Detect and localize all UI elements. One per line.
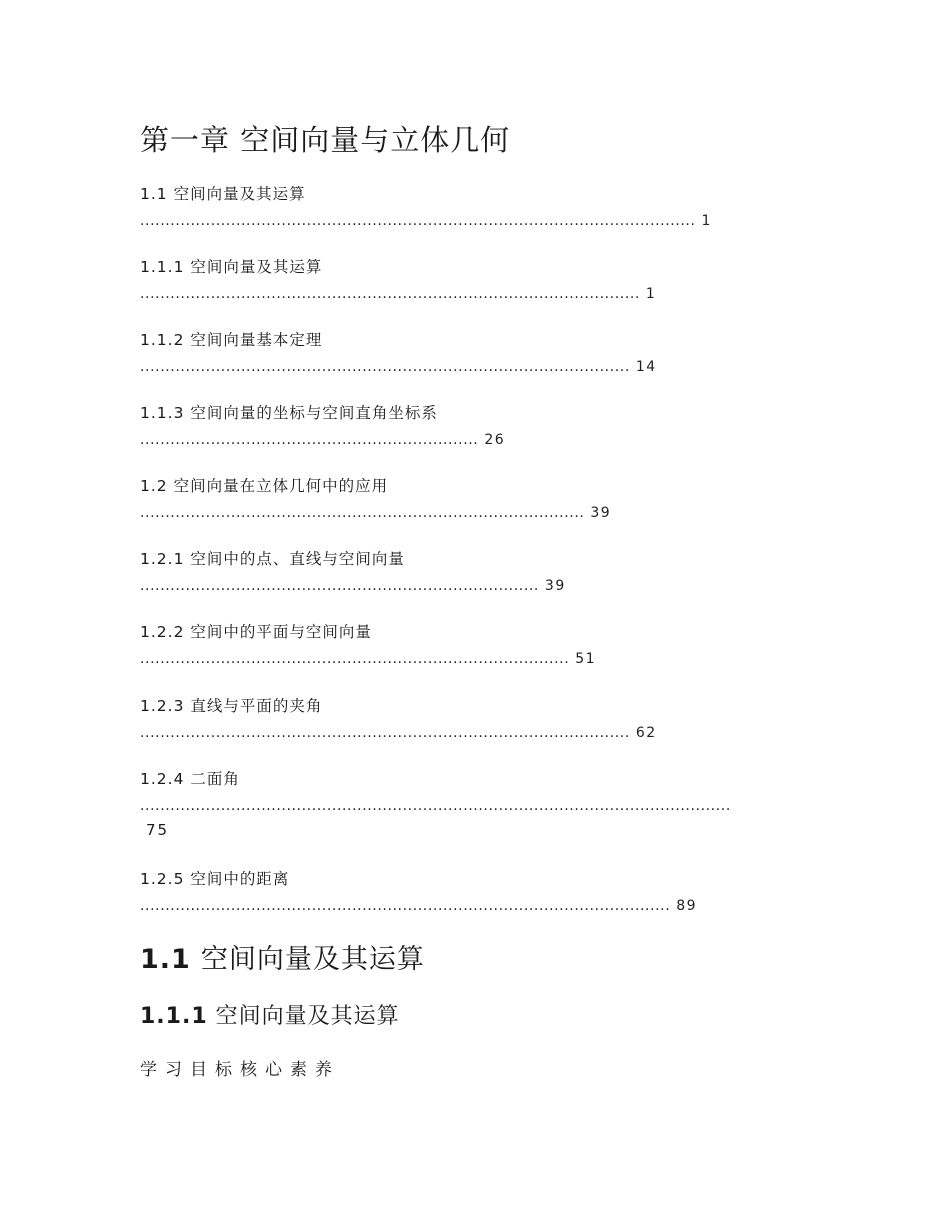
toc-entry-label: 1.2.1 空间中的点、直线与空间向量 <box>140 550 405 568</box>
toc-entry[interactable] <box>140 548 830 597</box>
toc-entry-label: 1.2 空间向量在立体几何中的应用 <box>140 477 389 495</box>
document-page <box>140 0 830 1230</box>
toc-entry-label: 1.2.5 空间中的距离 <box>140 870 290 888</box>
toc-entry[interactable] <box>140 695 830 744</box>
toc-leader: .............................................................................................................. 1 <box>140 213 712 229</box>
toc-page-number: 39 <box>590 505 612 521</box>
toc-leader: ........................................................................................ 39 <box>140 505 612 521</box>
chapter-title: 第一章 空间向量与立体几何 <box>140 123 511 157</box>
toc-entry[interactable] <box>140 402 830 451</box>
toc-leader: ............................................................................... 39 <box>140 578 566 594</box>
toc-page-number: 51 <box>575 651 597 667</box>
toc-entry[interactable] <box>140 183 830 232</box>
toc-leader: ................................................................................................. 14 <box>140 359 657 375</box>
toc-page-number: 89 <box>676 898 698 914</box>
toc-page-number: 1 <box>645 286 657 302</box>
toc-leader: ................................................................... 26 <box>140 432 506 448</box>
toc-entry[interactable] <box>140 256 830 305</box>
toc-page-number: 1 <box>701 213 712 229</box>
toc-page-number: 75 <box>146 821 170 839</box>
toc-page-number: 14 <box>635 359 657 375</box>
toc-entry-label: 1.1.1 空间向量及其运算 <box>140 258 323 276</box>
toc-entry-label: 1.2.3 直线与平面的夹角 <box>140 697 323 715</box>
toc-entry[interactable] <box>140 475 830 524</box>
toc-leader: ................................................................................................. 62 <box>140 725 657 741</box>
toc-page-number: 39 <box>544 578 566 594</box>
section-title: 空间向量及其运算 <box>200 944 425 975</box>
toc-leader: ......................................................................................................... 89 <box>140 898 698 914</box>
subsection-title: 空间向量及其运算 <box>215 1004 400 1029</box>
toc-leader: ................................................................................................... 1 <box>140 286 657 302</box>
toc-entry[interactable] <box>140 621 830 670</box>
section-heading <box>140 940 425 980</box>
study-goals-heading: 学习目标核心素养 <box>140 1060 340 1080</box>
toc-leader: ..................................................................................................................... <box>140 798 731 814</box>
toc-entry[interactable] <box>140 768 830 841</box>
toc-entry-label: 1.2.2 空间中的平面与空间向量 <box>140 623 372 641</box>
toc-entry-label: 1.1.3 空间向量的坐标与空间直角坐标系 <box>140 404 438 422</box>
toc-entry-label: 1.2.4 二面角 <box>140 770 240 788</box>
toc-entry-label: 1.1.2 空间向量基本定理 <box>140 331 323 349</box>
toc-entry[interactable] <box>140 329 830 378</box>
toc-page-number: 62 <box>635 725 657 741</box>
toc-page-number: 26 <box>484 432 506 448</box>
toc-entry-label: 1.1 空间向量及其运算 <box>140 185 306 203</box>
toc-leader: ..................................................................................... 51 <box>140 651 597 667</box>
subsection-number: 1.1.1 <box>140 1004 208 1029</box>
section-number: 1.1 <box>140 944 191 975</box>
subsection-heading <box>140 1000 400 1034</box>
toc-entry[interactable] <box>140 868 830 917</box>
